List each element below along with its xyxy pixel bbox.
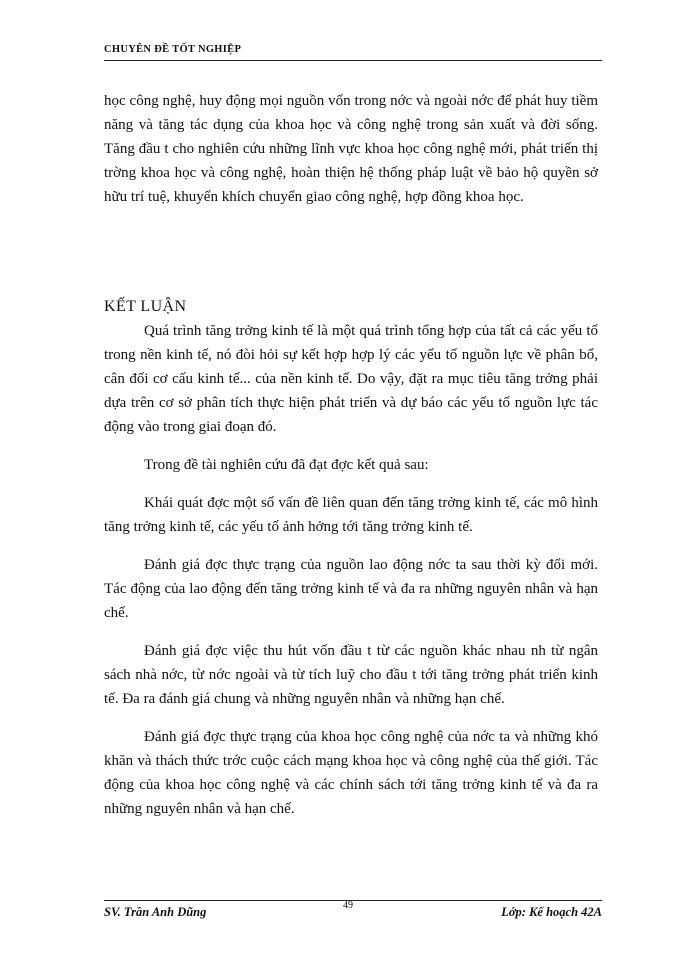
paragraph-result-overview: Khái quát đợc một số vấn đề liên quan đến tăng trởng kinh tế, các mô hình tăng trởng kinh tế, các yếu tố ảnh hởng tới tăng trởng kinh tế. [104,495,598,535]
page-header-title: CHUYÊN ĐỀ TỐT NGHIỆP [104,44,242,55]
page-number: 49 [343,900,353,911]
paragraph-results-intro: Trong đề tài nghiên cứu đã đạt đợc kết quả sau: [144,457,429,473]
header-divider [104,60,602,61]
intro-paragraph: học công nghệ, huy động mọi nguồn vốn trong nớc và ngoài nớc để phát huy tiềm năng và tăng tác dụng của khoa học và công nghệ trong sản xuất và đời sống. Tăng đầu t cho nghiên cứu những lĩnh vực khoa học công nghệ mới, phát triển thị trờng khoa học và công nghệ, hoàn thiện hệ thống pháp luật về bảo hộ quyền sở hữu trí tuệ, khuyến khích chuyển giao công nghệ, hợp đồng khoa học. [104,93,598,205]
paragraph-result-labor: Đánh giá đợc thực trạng của nguồn lao động nớc ta sau thời kỳ đổi mới. Tác động của lao động đến tăng trởng kinh tế và đa ra những nguyên nhân và hạn chế. [104,557,598,621]
paragraph-result-technology: Đánh giá đợc thực trạng của khoa học công nghệ của nớc ta và những khó khăn và thách thức trớc cuộc cách mạng khoa học và công nghệ của thế giới. Tác động của khoa học công nghệ và các chính sách tới tăng trởng kinh tế và đa ra những nguyên nhân và hạn chế. [104,729,598,817]
paragraph-result-capital: Đánh giá đợc việc thu hút vốn đầu t từ các nguồn khác nhau nh từ ngân sách nhà nớc, từ nớc ngoài và từ tích luỹ cho đầu t tới tăng trởng phát triển kinh tế. Đa ra đánh giá chung và những nguyên nhân và những hạn chế. [104,643,598,707]
footer-class: Lớp: Kế hoạch 42A [501,905,602,919]
document-body [104,89,598,821]
footer-author: SV. Trần Anh Dũng [104,905,207,919]
paragraph-growth-process: Quá trình tăng trởng kinh tế là một quá trình tổng hợp của tất cả các yếu tố trong nền kinh tế, nó đòi hỏi sự kết hợp hợp lý các yếu tố nguồn lực về phân bổ, cân đối cơ cấu kinh tế... của nền kinh tế. Do vậy, đặt ra mục tiêu tăng trởng phải dựa trên cơ sở phân tích thực hiện phát triển và dự báo các yếu tố nguồn lực tác động vào trong giai đoạn đó. [104,323,598,435]
footer-divider [104,900,602,901]
conclusion-heading: KẾT LUẬN [104,298,187,315]
